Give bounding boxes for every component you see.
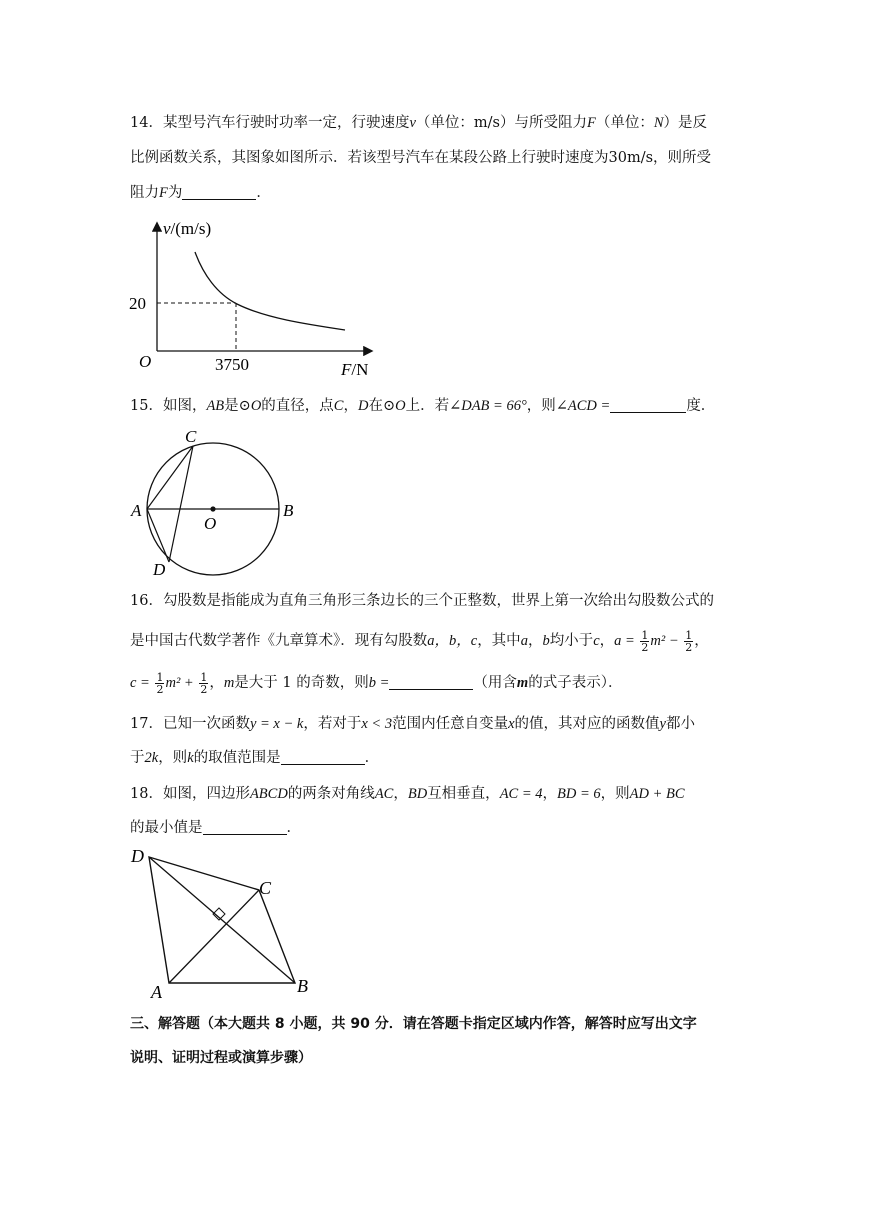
- center-point: [210, 506, 215, 511]
- fraction-half: $\frac{1}{2}$: [156, 670, 164, 696]
- q14-line-2: 比例函数关系，其图象如图所示．若该型号汽车在某段公路上行驶时速度为30m/s，则所受: [130, 150, 712, 166]
- q15-line-1: 15．如图，AB是⊙O的直径，点C，D在⊙O上．若∠DAB = 66°，则∠ACD = 度．: [130, 398, 716, 414]
- q14-line-3: 阻力F为 ．: [130, 185, 271, 201]
- y-axis-label: v/(m/s): [163, 219, 212, 238]
- x-axis-label: F/N: [341, 360, 369, 379]
- q16-line-2: 是中国古代数学著作《九章算术》．现有勾股数a，b，c，其中a，b均小于c，a = $\frac{1}{2}$ m² − $\frac{1}{2}$ ，: [130, 628, 709, 654]
- chord-ad: [147, 509, 169, 562]
- label-c: C: [259, 878, 272, 898]
- label-c: C: [185, 427, 197, 446]
- q15-circle-figure: [125, 425, 310, 585]
- q14-inverse-graph: [125, 210, 385, 385]
- x-value-label: 3750: [215, 355, 249, 374]
- diagonal-ac: [169, 890, 259, 983]
- fraction-half: $\frac{1}{2}$: [685, 628, 693, 654]
- hyperbola-curve: [195, 252, 345, 330]
- answer-blank-15[interactable]: [610, 396, 686, 413]
- label-a: A: [151, 982, 162, 1002]
- origin-label: O: [139, 352, 152, 371]
- fraction-half: $\frac{1}{2}$: [200, 670, 208, 696]
- q18-quadrilateral-figure: [125, 845, 325, 1005]
- diagonal-bd: [149, 857, 295, 983]
- label-d: D: [153, 560, 166, 579]
- q18-line-1: 18．如图，四边形ABCD的两条对角线AC，BD互相垂直，AC = 4，BD = 6，则AD + BC: [130, 786, 685, 802]
- answer-blank-16[interactable]: [389, 673, 473, 690]
- label-a: A: [131, 501, 142, 520]
- q17-line-2: 于2k，则k的取值范围是 ．: [130, 750, 380, 766]
- fraction-half: $\frac{1}{2}$: [641, 628, 649, 654]
- section-3-heading-line-1: 三、解答题（本大题共 8 小题，共 90 分．请在答题卡指定区域内作答，解答时应写出文字: [130, 1016, 697, 1032]
- label-b: B: [283, 501, 294, 520]
- label-d: D: [131, 846, 144, 866]
- q16-line-3: c = $\frac{1}{2}$ m² + $\frac{1}{2}$ ，m是大于 1 的奇数，则b = （用含m的式子表示）．: [130, 670, 623, 696]
- section-3-heading-line-2: 说明、证明过程或演算步骤）: [130, 1050, 312, 1066]
- answer-blank-17[interactable]: [281, 748, 365, 765]
- q16-line-1: 16．勾股数是指能成为直角三角形三条边长的三个正整数，世界上第一次给出勾股数公式的: [130, 593, 714, 609]
- q18-line-2: 的最小值是 ．: [130, 820, 301, 836]
- label-b: B: [297, 976, 308, 996]
- answer-blank-14[interactable]: [182, 183, 256, 200]
- q14-line-1: 14．某型号汽车行驶时功率一定，行驶速度v（单位：m/s）与所受阻力F（单位：N）是反: [130, 115, 707, 131]
- answer-blank-18[interactable]: [203, 818, 287, 835]
- label-o: O: [204, 514, 217, 533]
- q17-line-1: 17．已知一次函数y = x − k，若对于x < 3范围内任意自变量x的值，其对应的函数值y都小: [130, 716, 695, 732]
- y-value-label: 20: [129, 294, 146, 313]
